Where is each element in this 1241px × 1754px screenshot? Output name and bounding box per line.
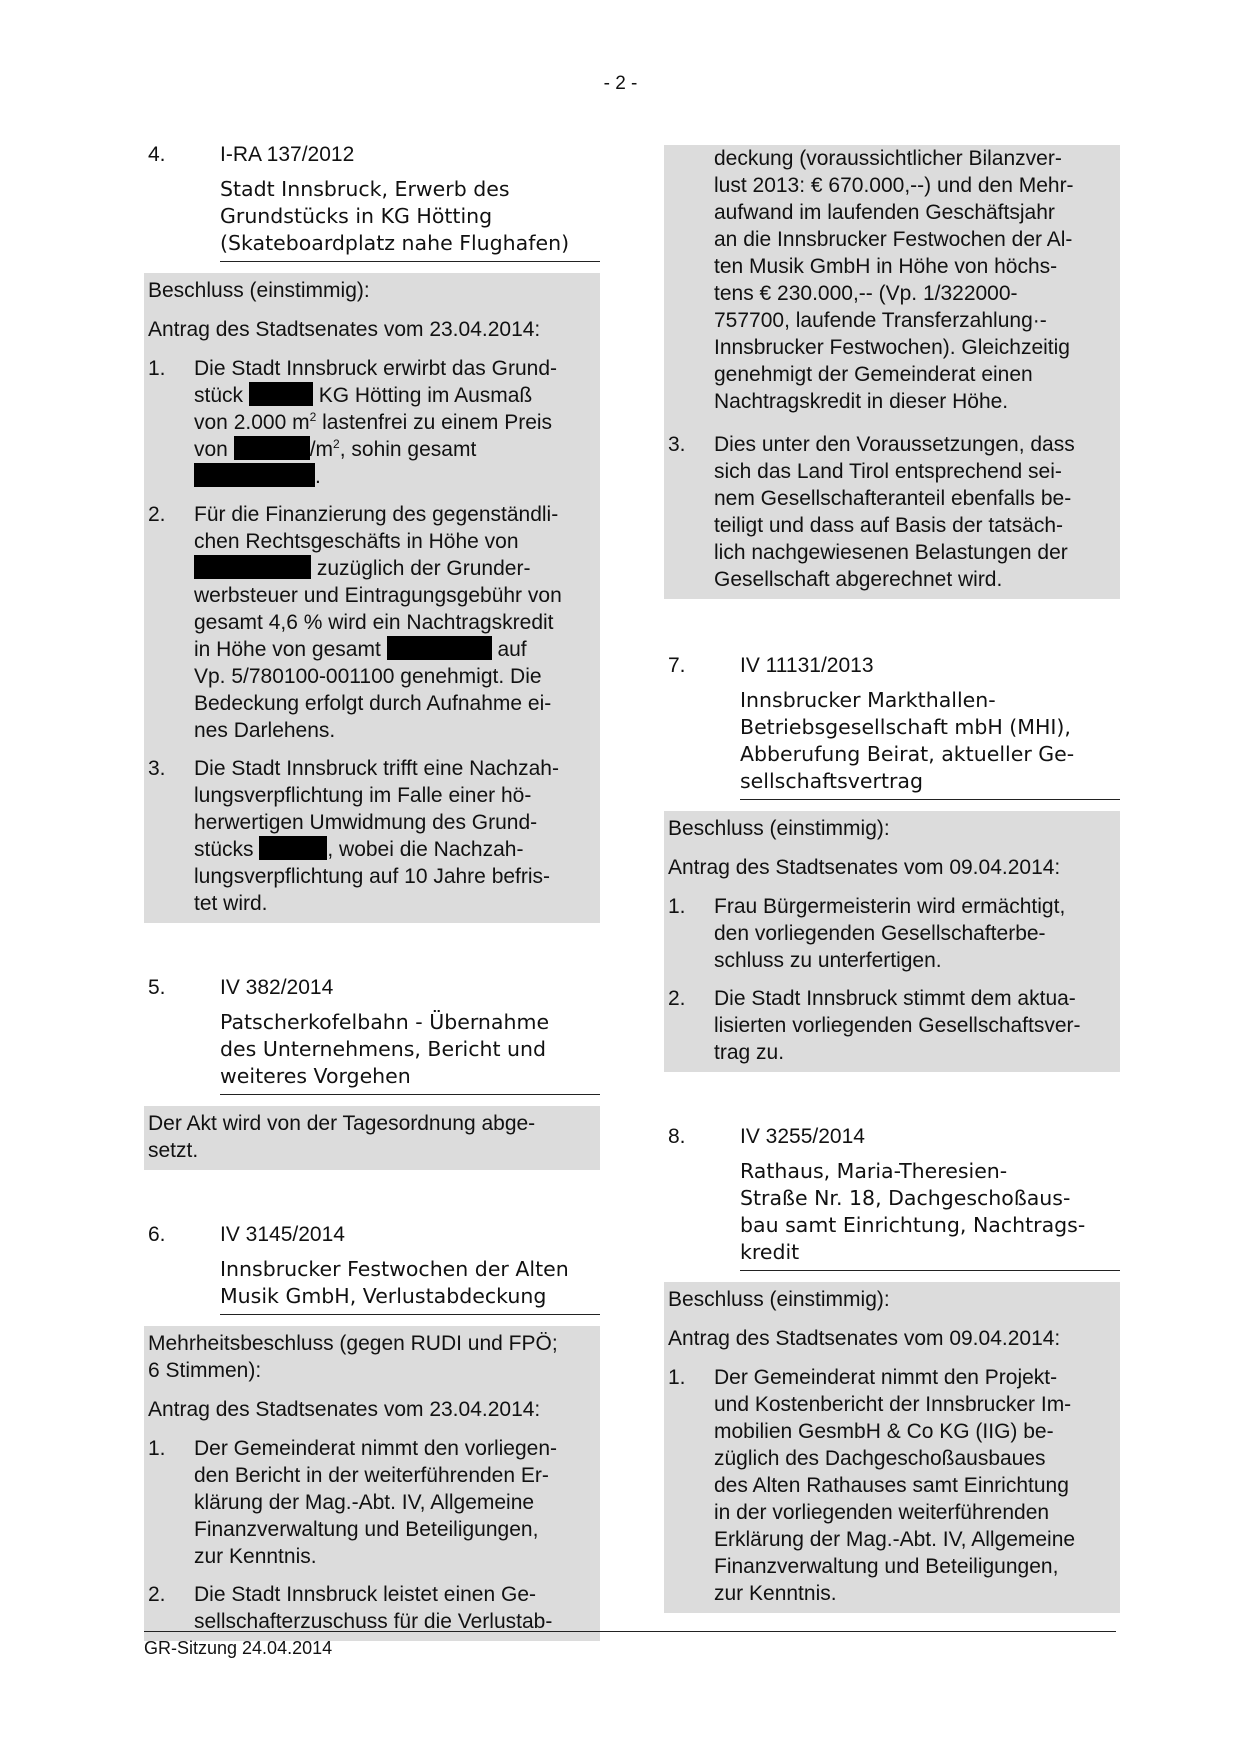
resolution-point-1: 1. Frau Bürgermeisterin wird ermächtigt, den vorliegenden Gesellschafterbe- schluss zu unterfertigen. (668, 895, 1066, 972)
motion-label: Antrag des Stadtsenates vom 09.04.2014: (668, 1327, 1061, 1350)
redaction-bar (387, 636, 492, 660)
item-number: 6. (148, 1223, 166, 1246)
resolution-point-3: 3. Die Stadt Innsbruck trifft eine Nachzah- lungsverpflichtung im Falle einer hö- herwertigen Umwidmung des Grund- stücks , wobei die Nachzah- lungsverpflichtung auf 10 Jahre befris- tet wird. (148, 757, 559, 915)
decision-label: Beschluss (einstimmig): (668, 1288, 890, 1311)
agenda-item-4 (144, 140, 600, 923)
item-title: Patscherkofelbahn - Übernahme des Unternehmens, Bericht und weiteres Vorgehen (220, 1009, 600, 1095)
item-number: 5. (148, 976, 166, 999)
decision-label: Beschluss (einstimmig): (148, 279, 370, 302)
left-column (144, 140, 600, 1691)
redaction-bar (249, 382, 313, 406)
motion-label: Antrag des Stadtsenates vom 23.04.2014: (148, 318, 541, 341)
agenda-item-5 (144, 973, 600, 1170)
resolution-point-2: 2. Die Stadt Innsbruck leistet einen Ge- sellschafterzuschuss für die Verlustab- (148, 1583, 553, 1633)
right-column (664, 145, 1120, 1663)
resolution-box (144, 1326, 600, 1641)
resolution-box (664, 811, 1120, 1072)
agenda-item-7 (664, 651, 1120, 1072)
item-reference: IV 3145/2014 (220, 1223, 345, 1246)
item-title: Innsbrucker Markthallen- Betriebsgesellschaft mbH (MHI), Abberufung Beirat, aktueller Ge- sellschaftsvertrag (740, 687, 1120, 800)
item-reference: IV 3255/2014 (740, 1125, 865, 1148)
redaction-bar (259, 836, 327, 860)
resolution-point-1: 1. Der Gemeinderat nimmt den vorliegen- den Bericht in der weiterführenden Er- klärung der Mag.-Abt. IV, Allgemeine Finanzverwaltung und Beteiligungen, zur Kenntnis. (148, 1437, 557, 1568)
item-reference: IV 11131/2013 (740, 654, 874, 677)
decision-label: Beschluss (einstimmig): (668, 817, 890, 840)
motion-label: Antrag des Stadtsenates vom 09.04.2014: (668, 856, 1061, 879)
decision-label: Mehrheitsbeschluss (gegen RUDI und FPÖ; 6 Stimmen): (148, 1332, 558, 1382)
continued-resolution-box: deckung (voraussichtlicher Bilanzver- lust 2013: € 670.000,--) und den Mehr- aufwand im laufenden Geschäftsjahr an die Innsbrucker Festwochen der Al- ten Musik GmbH in Höhe von höchs- tens € 230.000,-- (Vp. 1/322000- 757700, laufende Transferzahlung·- Innsbrucker Festwochen). Gleichzeitig genehmigt der Gemeinderat einen Nachtragskredit in dieser Höhe. (664, 145, 1120, 421)
resolution-box (664, 421, 1120, 599)
item-number: 8. (668, 1125, 686, 1148)
item-title: Innsbrucker Festwochen der Alten Musik GmbH, Verlustabdeckung (220, 1256, 600, 1315)
redaction-bar (234, 436, 310, 460)
item-number: 4. (148, 143, 166, 166)
item-title: Rathaus, Maria-Theresien- Straße Nr. 18, Dachgeschoßaus- bau samt Einrichtung, Nachtrags- kredit (740, 1158, 1120, 1271)
resolution-point-1: 1. Der Gemeinderat nimmt den Projekt- und Kostenbericht der Innsbrucker Im- mobilien GesmbH & Co KG (IIG) be- züglich des Dachgeschoßausbaues des Alten Rathauses samt Einrichtung in der vorliegenden weiterführenden Erklärung der Mag.-Abt. IV, Allgemeine Finanzverwaltung und Beteiligungen, zur Kenntnis. (668, 1366, 1076, 1605)
agenda-item-6 (144, 1220, 600, 1641)
resolution-box (664, 1282, 1120, 1613)
resolution-point-2: 2. Die Stadt Innsbruck stimmt dem aktua- lisierten vorliegenden Gesellschaftsver- trag zu. (668, 987, 1081, 1064)
item-reference: IV 382/2014 (220, 976, 334, 999)
resolution-box (144, 273, 600, 923)
item-number: 7. (668, 654, 686, 677)
item-reference: I-RA 137/2012 (220, 143, 355, 166)
motion-label: Antrag des Stadtsenates vom 23.04.2014: (148, 1398, 541, 1421)
resolution-point-3: 3. Dies unter den Voraussetzungen, dass sich das Land Tirol entsprechend sei- nem Gesellschafteranteil ebenfalls be- teiligt und dass auf Basis der tatsäch- lich nachgewiesenen Belastungen der Gesellschaft abgerechnet wird. (668, 433, 1075, 591)
resolution-box: Der Akt wird von der Tagesordnung abge- setzt. (144, 1106, 600, 1170)
page-number: - 2 - (603, 73, 638, 94)
redaction-bar (194, 463, 315, 487)
redaction-bar (194, 555, 311, 579)
item-title: Stadt Innsbruck, Erwerb des Grundstücks in KG Hötting (Skateboardplatz nahe Flughafen) (220, 176, 600, 262)
agenda-item-8 (664, 1122, 1120, 1613)
page-footer: GR-Sitzung 24.04.2014 (144, 1631, 1116, 1659)
resolution-point-1: 1. Die Stadt Innsbruck erwirbt das Grund- stück KG Hötting im Ausmaß von 2.000 $m^2$ lastenfrei zu einem Preis von $/m^2$, sohin gesamt . (148, 357, 557, 488)
resolution-point-2: 2. Für die Finanzierung des gegenständli- chen Rechtsgeschäfts in Höhe von zuzüglich der Grunder- werbsteuer und Eintragungsgebühr von gesamt 4,6 % wird ein Nachtragskredit in Höhe von gesamt auf Vp. 5/780100-001100 genehmigt. Die Bedeckung erfolgt durch Aufnahme ei- nes Darlehens. (148, 503, 562, 742)
